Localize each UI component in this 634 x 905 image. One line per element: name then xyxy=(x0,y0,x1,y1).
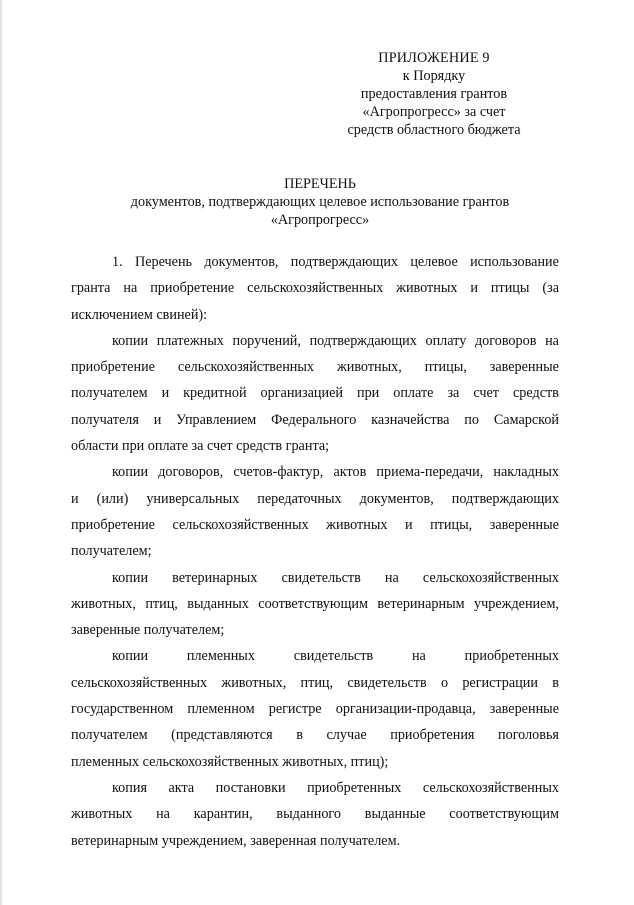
text-line: получателя и Управлением Федерального казначейства по Самарской xyxy=(71,411,559,428)
text-line: племенных сельскохозяйственных животных, птиц); xyxy=(71,753,389,770)
text-line: заверенные получателем; xyxy=(71,622,225,639)
scan-edge xyxy=(0,0,3,905)
paragraph-4 xyxy=(71,565,559,644)
annex-line: к Порядку xyxy=(402,68,466,84)
text-line: копии ветеринарных свидетельств на сельскохозяйственных xyxy=(112,569,559,586)
annex-line: предоставления грантов xyxy=(360,86,508,102)
text-line: копии племенных свидетельств на приобретенных xyxy=(112,648,559,665)
heading-subtitle: «Агропрогресс» xyxy=(270,212,370,228)
text-line: получателем и кредитной организацией при оплате за счет средств xyxy=(71,385,559,402)
document-body xyxy=(71,249,559,854)
text-line: животных, птиц, выданных соответствующим ветеринарным учреждением, xyxy=(71,595,559,612)
paragraph-2 xyxy=(71,328,559,459)
text-line: животных на карантин, выданного выданные соответствующим xyxy=(71,806,559,823)
text-line: гранта на приобретение сельскохозяйственных животных и птицы (за xyxy=(71,280,559,297)
heading-subtitle: документов, подтверждающих целевое использование грантов xyxy=(130,194,510,210)
text-line: копии договоров, счетов-фактур, актов приема-передачи, накладных xyxy=(112,464,559,481)
heading-title: ПЕРЕЧЕНЬ xyxy=(284,176,356,192)
paragraph-1 xyxy=(71,249,559,328)
text-line: сельскохозяйственных животных, птиц, свидетельств о регистрации в xyxy=(71,674,559,691)
annex-line: средств областного бюджета xyxy=(347,122,521,138)
document-heading xyxy=(73,175,567,229)
text-line: 1. Перечень документов, подтверждающих целевое использование xyxy=(112,254,559,270)
text-line: государственном племенном регистре организации-продавца, заверенные xyxy=(71,701,559,718)
text-line: области при оплате за счет средств гранта; xyxy=(71,438,330,455)
text-line: получателем (представляются в случае приобретения поголовья xyxy=(71,727,559,744)
text-line: копия акта постановки приобретенных сельскохозяйственных xyxy=(112,779,559,796)
text-line: ветеринарным учреждением, заверенная получателем. xyxy=(71,832,401,849)
text-line: копии платежных поручений, подтверждающих оплату договоров на xyxy=(112,332,559,349)
annex-block xyxy=(314,49,554,139)
paragraph-3 xyxy=(71,459,559,564)
text-line: исключением свиней): xyxy=(71,306,208,323)
annex-title: ПРИЛОЖЕНИЕ 9 xyxy=(378,50,490,66)
text-line: приобретение сельскохозяйственных животных, птицы, заверенные xyxy=(71,359,559,376)
text-line: приобретение сельскохозяйственных животных и птицы, заверенные xyxy=(71,516,559,533)
annex-line: «Агропрогресс» за счет xyxy=(362,104,506,120)
text-line: получателем; xyxy=(71,543,152,560)
paragraph-5 xyxy=(71,643,559,774)
paragraph-6 xyxy=(71,775,559,854)
text-line: и (или) универсальных передаточных документов, подтверждающих xyxy=(71,490,559,507)
